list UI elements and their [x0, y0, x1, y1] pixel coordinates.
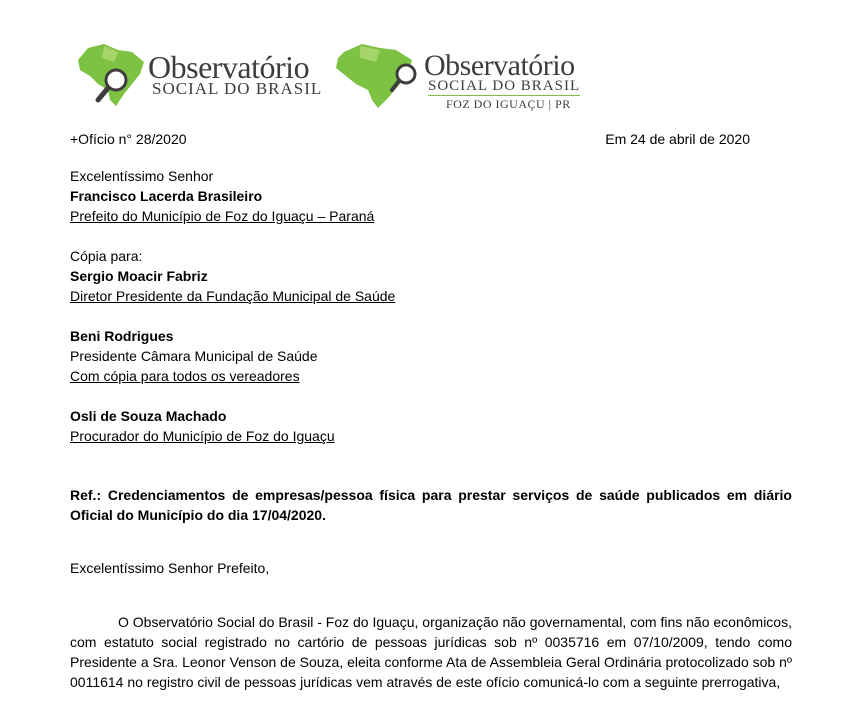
copy-name: Beni Rodrigues	[70, 328, 174, 344]
document-date: Em 24 de abril de 2020	[605, 131, 750, 147]
logo-observatorio-foz	[334, 40, 594, 112]
body-paragraph-text: O Observatório Social do Brasil - Foz do Iguaçu, organização não governamental, com fins não econômicos, com estatuto social registrado no cartório de pessoas jurídicas sob nº 0035716 em 07/10/2009, tendo como Presidente a Sra. Leonor Venson de Souza, eleita conforme Ata de Assembleia Geral Ordinária protocolizado sob nº 0011614 no registro civil de pessoas jurídicas vem através de este ofício comunicá-lo com a seguinte prerrogativa,	[70, 614, 792, 690]
brazil-map-magnifier-icon	[334, 40, 424, 112]
copy-role: Diretor Presidente da Fundação Municipal de Saúde	[70, 288, 396, 304]
copy-name: Osli de Souza Machado	[70, 408, 227, 424]
logo-title: Observatório	[148, 49, 310, 85]
copy-role: Procurador do Município de Foz do Iguaçu	[70, 428, 335, 444]
recipient-salutation: Excelentíssimo Senhor	[70, 168, 214, 184]
oficio-number: +Ofício n° 28/2020	[70, 131, 187, 147]
copy-role: Com cópia para todos os vereadores	[70, 368, 300, 384]
recipient-name: Francisco Lacerda Brasileiro	[70, 188, 263, 204]
logo-title: Observatório	[424, 49, 575, 82]
logo-city: FOZ DO IGUAÇU | PR	[446, 97, 571, 111]
copy-role: Presidente Câmara Municipal de Saúde	[70, 348, 318, 364]
logo-subtitle: SOCIAL DO BRASIL	[428, 78, 581, 94]
greeting: Excelentíssimo Senhor Prefeito,	[70, 560, 270, 576]
recipient-title: Prefeito do Município de Foz do Iguaçu – Paraná	[70, 208, 375, 224]
copy-label: Cópia para:	[70, 248, 143, 264]
copy-name: Sergio Moacir Fabriz	[70, 268, 208, 284]
logo-observatorio-social	[74, 40, 334, 112]
logo-divider	[428, 95, 580, 96]
body-paragraph	[70, 612, 792, 692]
reference-subject: Ref.: Credenciamentos de empresas/pessoa física para prestar serviços de saúde publicados em diário Oficial do Município do dia 17/04/2020.	[70, 487, 792, 523]
brazil-map-magnifier-icon	[74, 40, 154, 112]
logo-subtitle: SOCIAL DO BRASIL	[152, 79, 323, 98]
